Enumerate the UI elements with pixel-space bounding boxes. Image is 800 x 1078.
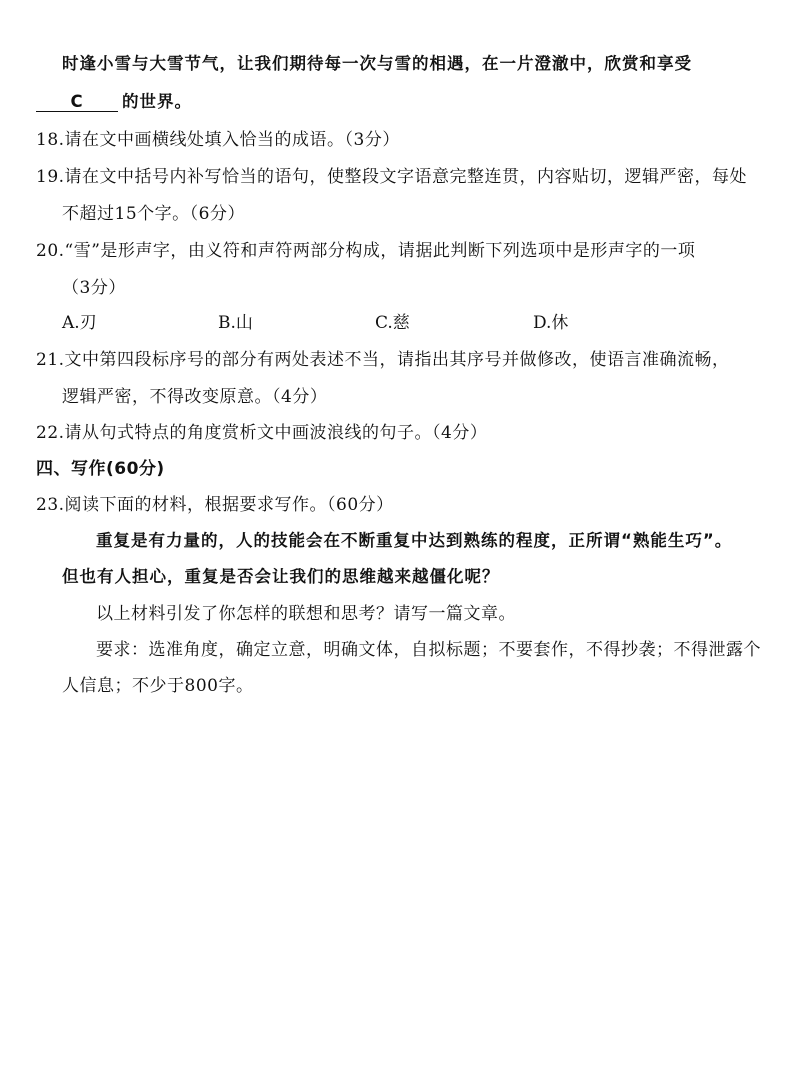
option-d: D.休 bbox=[533, 313, 569, 333]
question-20-line-2: （3分） bbox=[62, 278, 126, 298]
passage-line-2-text: 的世界。 bbox=[122, 92, 192, 111]
question-19-line-2: 不超过15个字。（6分） bbox=[62, 204, 245, 224]
option-a: A.刃 bbox=[62, 313, 97, 333]
question-20-line-1: 20.“雪”是形声字，由义符和声符两部分构成，请据此判断下列选项中是形声字的一项 bbox=[36, 241, 696, 261]
requirements-line-2: 人信息；不少于800字。 bbox=[62, 676, 254, 696]
passage-line-1: 时逢小雪与大雪节气，让我们期待每一次与雪的相遇，在一片澄澈中，欣赏和享受 bbox=[62, 54, 692, 73]
section-heading-writing: 四、写作(60分) bbox=[36, 459, 165, 479]
option-c: C.慈 bbox=[375, 313, 410, 333]
question-21-line-2: 逻辑严密，不得改变原意。（4分） bbox=[62, 387, 328, 407]
requirements-line-1: 要求：选准角度，确定立意，明确文体，自拟标题；不要套作，不得抄袭；不得泄露个 bbox=[96, 640, 761, 660]
writing-prompt: 以上材料引发了你怎样的联想和思考？请写一篇文章。 bbox=[96, 604, 516, 624]
passage-line-2 bbox=[36, 88, 192, 112]
question-22: 22.请从句式特点的角度赏析文中画波浪线的句子。（4分） bbox=[36, 423, 488, 443]
option-b: B.山 bbox=[218, 313, 253, 333]
material-line-1: 重复是有力量的，人的技能会在不断重复中达到熟练的程度，正所谓“熟能生巧”。 bbox=[96, 531, 733, 550]
question-19-line-1: 19.请在文中括号内补写恰当的语句，使整段文字语意完整连贯，内容贴切，逻辑严密，每处 bbox=[36, 167, 748, 187]
question-21-line-1: 21.文中第四段标序号的部分有两处表述不当，请指出其序号并做修改，使语言准确流畅， bbox=[36, 350, 730, 370]
question-18: 18.请在文中画横线处填入恰当的成语。（3分） bbox=[36, 130, 400, 150]
answer-blank: C bbox=[36, 92, 118, 112]
material-line-2: 但也有人担心，重复是否会让我们的思维越来越僵化呢？ bbox=[62, 567, 500, 586]
question-23-title: 23.阅读下面的材料，根据要求写作。（60分） bbox=[36, 495, 394, 515]
